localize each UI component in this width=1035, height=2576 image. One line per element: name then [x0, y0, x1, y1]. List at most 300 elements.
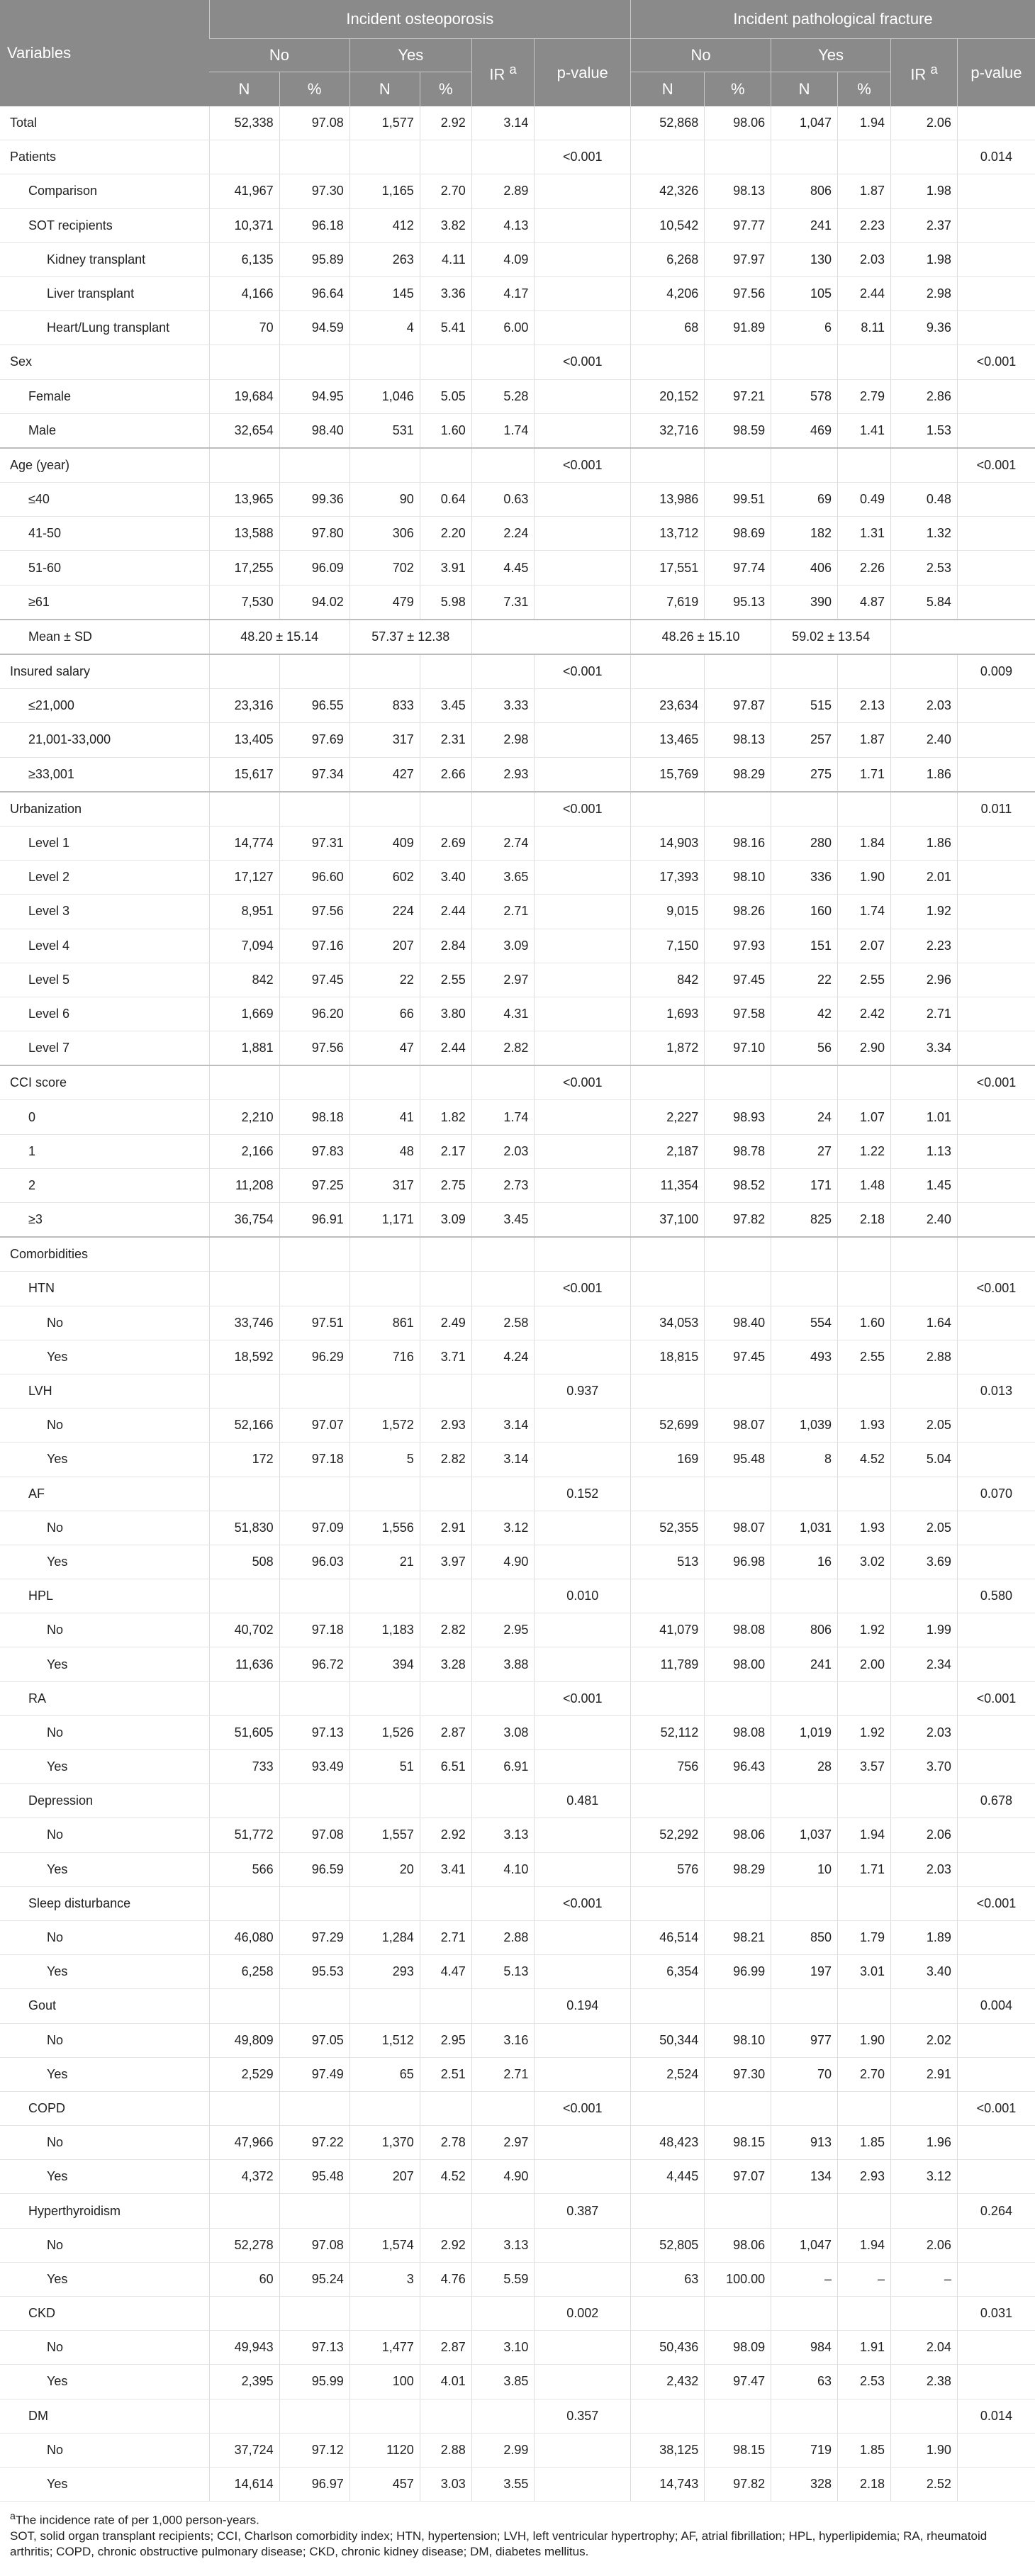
frac-ir-cell: 1.45 [891, 1168, 958, 1202]
table-row [0, 1955, 1035, 1989]
frac-yes-pct-cell: 2.26 [837, 551, 890, 585]
osteo-yes-pct-cell: 2.75 [420, 1168, 471, 1202]
table-row [0, 1031, 1035, 1066]
blank-cell [891, 620, 1035, 654]
frac-yes-header: Yes [771, 39, 891, 72]
frac-no-n-cell: 17,551 [631, 551, 705, 585]
frac-no-n-cell: 41,079 [631, 1613, 705, 1647]
osteo-no-n-cell: 52,278 [209, 2228, 279, 2262]
osteo-ir-cell [471, 1477, 535, 1511]
osteo-no-pct-cell [279, 1065, 349, 1100]
frac-pvalue-header: p-value [957, 39, 1035, 107]
osteo-ir-cell: 2.93 [471, 757, 535, 792]
osteo-pvalue-cell [535, 2365, 631, 2399]
osteo-yes-pct-cell: 6.51 [420, 1750, 471, 1784]
table-row [0, 1340, 1035, 1374]
frac-yes-n-cell: 1,031 [771, 1511, 838, 1545]
osteo-yes-n-cell: 833 [349, 689, 420, 723]
frac-no-pct-cell [705, 1681, 771, 1715]
variables-header: Variables [0, 0, 209, 106]
osteo-no-pct-cell: 97.07 [279, 1409, 349, 1443]
osteo-ir-cell: 4.09 [471, 242, 535, 276]
frac-yes-n-cell [771, 1989, 838, 2023]
footnote-incidence-rate: $^a$The incidence rate of per 1,000 person-years. [10, 2511, 259, 2527]
osteo-no-pct-cell: 96.29 [279, 1340, 349, 1374]
osteo-no-n-cell: 4,372 [209, 2160, 279, 2194]
frac-yes-n-cell [771, 345, 838, 379]
osteo-ir-cell: 3.65 [471, 861, 535, 895]
frac-no-n-cell: 4,445 [631, 2160, 705, 2194]
frac-yes-n-cell [771, 1579, 838, 1613]
frac-no-pct-cell: 98.06 [705, 1818, 771, 1852]
table-row [0, 2194, 1035, 2228]
frac-ir-cell: 1.90 [891, 2433, 958, 2467]
osteo-no-pct-cell: 94.02 [279, 585, 349, 620]
osteo-pvalue-cell [535, 242, 631, 276]
frac-no-n-cell [631, 1579, 705, 1613]
osteo-no-pct-cell [279, 448, 349, 483]
table-row [0, 2467, 1035, 2501]
frac-ir-cell: 3.34 [891, 1031, 958, 1066]
osteo-yes-n-cell [349, 2297, 420, 2331]
frac-yes-n-cell [771, 2399, 838, 2433]
osteo-no-pct-cell [279, 1886, 349, 1920]
osteo-ir-cell: 2.71 [471, 895, 535, 929]
frac-ir-cell: 2.37 [891, 208, 958, 242]
osteo-pvalue-cell [535, 1237, 631, 1272]
frac-yes-pct-cell [837, 1272, 890, 1306]
osteo-no-n-cell: 842 [209, 963, 279, 997]
frac-ir-cell: 2.88 [891, 1340, 958, 1374]
osteo-yes-n-cell: 48 [349, 1134, 420, 1168]
frac-yes-n-cell [771, 1784, 838, 1818]
osteo-no-pct-cell: 96.59 [279, 1852, 349, 1886]
osteo-ir-cell: 4.24 [471, 1340, 535, 1374]
frac-yes-pct-cell: 1.71 [837, 757, 890, 792]
row-label: Kidney transplant [0, 242, 209, 276]
osteo-yes-pct-cell: 3.03 [420, 2467, 471, 2501]
frac-yes-n-cell [771, 2091, 838, 2125]
row-label: No [0, 2023, 209, 2057]
frac-no-pct-cell: 98.06 [705, 2228, 771, 2262]
osteo-pvalue-cell: <0.001 [535, 792, 631, 827]
osteo-ir-cell: 3.85 [471, 2365, 535, 2399]
frac-yes-pct-cell: 2.00 [837, 1647, 890, 1681]
frac-pvalue-cell: <0.001 [957, 1681, 1035, 1715]
osteo-yes-pct-cell: 2.44 [420, 1031, 471, 1066]
row-label: Level 4 [0, 929, 209, 963]
osteo-pvalue-cell [535, 2228, 631, 2262]
table-row [0, 929, 1035, 963]
row-label: Age (year) [0, 448, 209, 483]
frac-pvalue-cell [957, 2331, 1035, 2365]
osteo-yes-pct-cell: 2.31 [420, 723, 471, 757]
frac-pvalue-cell [957, 551, 1035, 585]
frac-no-n-cell: 6,268 [631, 242, 705, 276]
osteo-no-n-cell: 33,746 [209, 1306, 279, 1340]
osteo-no-n-cell [209, 2399, 279, 2433]
osteo-yes-pct-cell: 2.70 [420, 174, 471, 208]
table-row [0, 2331, 1035, 2365]
osteo-pvalue-cell [535, 1920, 631, 1954]
osteo-yes-n-cell: 1,284 [349, 1920, 420, 1954]
frac-no-n-cell: 46,514 [631, 1920, 705, 1954]
osteo-yes-pct-cell: 2.78 [420, 2126, 471, 2160]
frac-yes-pct-cell: 3.01 [837, 1955, 890, 1989]
frac-no-pct-cell [705, 792, 771, 827]
osteo-no-pct-cell [279, 654, 349, 689]
osteo-ir-cell: 4.90 [471, 1545, 535, 1579]
frac-no-pct-cell [705, 1065, 771, 1100]
osteo-ir-cell [471, 140, 535, 174]
osteo-yes-pct-cell: 2.92 [420, 1818, 471, 1852]
osteo-ir-cell: 3.45 [471, 1203, 535, 1238]
osteo-yes-pct-cell: 3.09 [420, 1203, 471, 1238]
frac-pvalue-cell [957, 2433, 1035, 2467]
osteo-yes-n-cell: 207 [349, 2160, 420, 2194]
osteo-yes-pct-cell [420, 1579, 471, 1613]
osteo-no-pct-cell: 97.29 [279, 1920, 349, 1954]
frac-pvalue-cell [957, 2160, 1035, 2194]
frac-ir-cell [891, 2297, 958, 2331]
osteo-ir-cell: 2.97 [471, 963, 535, 997]
frac-no-pct-cell [705, 140, 771, 174]
fracture-group-header: Incident pathological fracture [631, 0, 1035, 39]
frac-yes-pct-cell: 0.49 [837, 483, 890, 517]
osteo-no-n-cell: 11,208 [209, 1168, 279, 1202]
osteo-no-pct-cell: 97.49 [279, 2057, 349, 2091]
frac-yes-n-cell: 257 [771, 723, 838, 757]
frac-yes-pct-cell: 2.79 [837, 379, 890, 413]
frac-pvalue-cell: 0.264 [957, 2194, 1035, 2228]
table-row [0, 1100, 1035, 1134]
frac-yes-n-cell: 825 [771, 1203, 838, 1238]
osteo-yes-pct-cell: 2.92 [420, 106, 471, 140]
frac-yes-pct-cell: 1.71 [837, 1852, 890, 1886]
frac-no-pct-cell: 98.69 [705, 517, 771, 551]
frac-ir-cell: 3.69 [891, 1545, 958, 1579]
frac-yes-pct-cell [837, 1784, 890, 1818]
frac-yes-n-cell [771, 2297, 838, 2331]
frac-no-pct-cell: 97.47 [705, 2365, 771, 2399]
frac-pvalue-cell [957, 2467, 1035, 2501]
osteo-pvalue-cell [535, 2467, 631, 2501]
frac-yes-pct-cell [837, 2091, 890, 2125]
row-label: COPD [0, 2091, 209, 2125]
osteo-yes-pct-cell: 3.82 [420, 208, 471, 242]
frac-pvalue-cell [957, 1203, 1035, 1238]
osteo-no-pct-header: % [279, 72, 349, 107]
osteo-no-pct-cell: 97.56 [279, 895, 349, 929]
frac-ir-cell: 9.36 [891, 311, 958, 345]
frac-ir-header: IR $^a$ [891, 39, 958, 107]
osteo-pvalue-cell [535, 1409, 631, 1443]
frac-yes-pct-cell: 1.94 [837, 1818, 890, 1852]
table-row [0, 1065, 1035, 1100]
table-row [0, 723, 1035, 757]
osteo-yes-pct-cell [420, 654, 471, 689]
frac-no-n-cell: 13,986 [631, 483, 705, 517]
frac-no-pct-cell: 97.45 [705, 1340, 771, 1374]
osteo-pvalue-cell: 0.194 [535, 1989, 631, 2023]
frac-pvalue-cell [957, 413, 1035, 448]
osteo-no-n-cell: 51,605 [209, 1715, 279, 1749]
row-label: Level 7 [0, 1031, 209, 1066]
frac-no-pct-cell [705, 2091, 771, 2125]
osteo-pvalue-cell [535, 689, 631, 723]
frac-no-n-cell: 842 [631, 963, 705, 997]
frac-yes-pct-cell [837, 140, 890, 174]
osteo-yes-n-cell [349, 1681, 420, 1715]
frac-no-n-cell: 2,524 [631, 2057, 705, 2091]
osteo-ir-cell: 2.73 [471, 1168, 535, 1202]
frac-ir-cell: 2.06 [891, 1818, 958, 1852]
frac-pvalue-cell: 0.013 [957, 1374, 1035, 1408]
frac-yes-pct-cell: 4.52 [837, 1443, 890, 1477]
osteo-yes-pct-cell [420, 345, 471, 379]
frac-no-pct-cell [705, 654, 771, 689]
osteo-no-pct-cell: 97.08 [279, 2228, 349, 2262]
frac-yes-n-cell: 130 [771, 242, 838, 276]
frac-ir-cell: 3.70 [891, 1750, 958, 1784]
frac-pvalue-cell [957, 379, 1035, 413]
osteo-no-n-cell [209, 1477, 279, 1511]
osteo-pvalue-cell [535, 1955, 631, 1989]
osteo-yes-pct-cell: 2.66 [420, 757, 471, 792]
blank-cell [471, 620, 630, 654]
frac-no-pct-cell: 91.89 [705, 311, 771, 345]
osteo-ir-cell: 2.89 [471, 174, 535, 208]
frac-no-n-cell [631, 1374, 705, 1408]
osteo-ir-cell: 3.14 [471, 106, 535, 140]
table-row [0, 963, 1035, 997]
frac-ir-cell: 1.32 [891, 517, 958, 551]
osteo-pvalue-cell [535, 723, 631, 757]
table-row [0, 2126, 1035, 2160]
frac-no-n-cell: 13,712 [631, 517, 705, 551]
row-label: No [0, 2126, 209, 2160]
osteo-no-n-cell: 8,951 [209, 895, 279, 929]
osteo-pvalue-cell: <0.001 [535, 2091, 631, 2125]
frac-yes-n-cell: 1,039 [771, 1409, 838, 1443]
row-label: Yes [0, 2467, 209, 2501]
row-label: 1 [0, 1134, 209, 1168]
frac-no-n-cell: 10,542 [631, 208, 705, 242]
frac-pvalue-cell [957, 1443, 1035, 1477]
frac-no-pct-cell: 98.78 [705, 1134, 771, 1168]
frac-no-n-cell: 756 [631, 1750, 705, 1784]
osteo-yes-n-cell [349, 1374, 420, 1408]
osteo-no-n-cell: 2,395 [209, 2365, 279, 2399]
osteo-no-pct-cell [279, 2091, 349, 2125]
osteo-yes-n-cell [349, 1065, 420, 1100]
frac-pvalue-cell [957, 1340, 1035, 1374]
frac-yes-pct-cell [837, 1477, 890, 1511]
frac-yes-pct-cell [837, 2399, 890, 2433]
frac-pvalue-cell [957, 1134, 1035, 1168]
osteo-yes-pct-cell: 3.36 [420, 276, 471, 310]
row-label: Level 6 [0, 997, 209, 1031]
osteo-no-pct-cell [279, 345, 349, 379]
osteo-no-pct-cell [279, 1579, 349, 1613]
frac-no-header: No [631, 39, 771, 72]
frac-no-pct-cell [705, 1579, 771, 1613]
row-label: Sleep disturbance [0, 1886, 209, 1920]
frac-no-pct-cell: 97.93 [705, 929, 771, 963]
osteo-pvalue-cell [535, 311, 631, 345]
row-label: SOT recipients [0, 208, 209, 242]
osteo-yes-pct-cell: 4.52 [420, 2160, 471, 2194]
row-label: No [0, 2331, 209, 2365]
table-row [0, 1784, 1035, 1818]
osteo-ir-cell: 2.97 [471, 2126, 535, 2160]
osteo-no-pct-cell: 97.34 [279, 757, 349, 792]
osteo-no-n-cell: 15,617 [209, 757, 279, 792]
frac-ir-cell [891, 2399, 958, 2433]
frac-no-n-cell [631, 1237, 705, 1272]
osteo-yes-n-cell: 1,171 [349, 1203, 420, 1238]
frac-no-pct-cell: 98.10 [705, 861, 771, 895]
osteo-yes-n-cell [349, 1886, 420, 1920]
frac-yes-pct-cell [837, 654, 890, 689]
frac-no-n-cell: 2,432 [631, 2365, 705, 2399]
frac-no-pct-cell [705, 1477, 771, 1511]
frac-yes-pct-cell [837, 1579, 890, 1613]
footnote-abbreviations: SOT, solid organ transplant recipients; CCI, Charlson comorbidity index; HTN, hypertension; LVH, left ventricular hypertrophy; AF, atrial fibrillation; HPL, hyperlipidemia; RA, rheumatoid arthritis; COPD, chronic obstructive pulmonary disease; CKD, chronic kidney disease; DM, diabetes mellitus. [10, 2529, 988, 2558]
frac-yes-n-cell: 469 [771, 413, 838, 448]
osteo-no-pct-cell: 94.59 [279, 311, 349, 345]
osteo-yes-pct-cell: 3.97 [420, 1545, 471, 1579]
osteo-yes-pct-cell: 2.95 [420, 2023, 471, 2057]
frac-ir-cell [891, 2194, 958, 2228]
osteo-ir-cell: 6.00 [471, 311, 535, 345]
osteo-no-pct-cell: 97.16 [279, 929, 349, 963]
frac-ir-cell: 2.91 [891, 2057, 958, 2091]
osteo-yes-n-cell: 1,370 [349, 2126, 420, 2160]
frac-ir-cell: 2.04 [891, 2331, 958, 2365]
osteo-yes-n-cell: 1,557 [349, 1818, 420, 1852]
osteo-yes-n-cell: 1,556 [349, 1511, 420, 1545]
frac-yes-n-cell [771, 140, 838, 174]
frac-yes-n-cell: 913 [771, 2126, 838, 2160]
frac-no-pct-cell [705, 2399, 771, 2433]
osteo-pvalue-cell: <0.001 [535, 345, 631, 379]
frac-yes-n-cell: 241 [771, 208, 838, 242]
osteo-no-pct-cell: 97.30 [279, 174, 349, 208]
table-row [0, 689, 1035, 723]
table-row [0, 1477, 1035, 1511]
row-label: Yes [0, 1340, 209, 1374]
frac-no-n-cell: 17,393 [631, 861, 705, 895]
frac-no-n-cell: 11,789 [631, 1647, 705, 1681]
table-row [0, 140, 1035, 174]
frac-yes-n-cell [771, 1681, 838, 1715]
frac-pvalue-cell [957, 861, 1035, 895]
frac-no-pct-cell [705, 2194, 771, 2228]
frac-yes-n-cell [771, 448, 838, 483]
row-label: Yes [0, 1647, 209, 1681]
osteo-pvalue-cell [535, 1613, 631, 1647]
osteo-yes-pct-cell [420, 1477, 471, 1511]
osteo-ir-cell: 5.28 [471, 379, 535, 413]
frac-no-pct-cell: 97.77 [705, 208, 771, 242]
frac-yes-n-cell: 1,019 [771, 1715, 838, 1749]
osteo-no-pct-cell: 97.18 [279, 1613, 349, 1647]
frac-ir-cell: 2.52 [891, 2467, 958, 2501]
frac-ir-cell: – [891, 2262, 958, 2296]
frac-yes-pct-cell: 1.92 [837, 1715, 890, 1749]
table-row [0, 242, 1035, 276]
osteo-ir-cell [471, 792, 535, 827]
frac-no-n-cell: 7,619 [631, 585, 705, 620]
osteo-pvalue-cell [535, 1340, 631, 1374]
osteo-pvalue-cell [535, 379, 631, 413]
frac-pvalue-cell [957, 2057, 1035, 2091]
osteo-no-mean-sd: 48.20 ± 15.14 [209, 620, 349, 654]
frac-no-n-cell: 38,125 [631, 2433, 705, 2467]
frac-no-pct-cell [705, 1784, 771, 1818]
osteo-no-n-cell [209, 792, 279, 827]
frac-yes-pct-cell: 2.55 [837, 1340, 890, 1374]
frac-yes-pct-cell: 1.91 [837, 2331, 890, 2365]
osteo-pvalue-cell: <0.001 [535, 1272, 631, 1306]
table-row [0, 174, 1035, 208]
frac-yes-pct-cell: 2.44 [837, 276, 890, 310]
row-label: Level 2 [0, 861, 209, 895]
osteo-pvalue-cell: <0.001 [535, 1065, 631, 1100]
row-label: Depression [0, 1784, 209, 1818]
osteo-no-n-cell: 1,881 [209, 1031, 279, 1066]
osteo-pvalue-cell [535, 1100, 631, 1134]
osteo-no-n-cell: 40,702 [209, 1613, 279, 1647]
osteo-no-pct-cell: 95.48 [279, 2160, 349, 2194]
frac-ir-cell: 1.92 [891, 895, 958, 929]
osteo-yes-pct-cell: 4.76 [420, 2262, 471, 2296]
osteo-no-pct-cell [279, 2297, 349, 2331]
frac-ir-cell: 1.01 [891, 1100, 958, 1134]
osteo-pvalue-cell: 0.152 [535, 1477, 631, 1511]
table-row [0, 620, 1035, 654]
frac-yes-n-cell: 1,037 [771, 1818, 838, 1852]
frac-yes-n-cell: 275 [771, 757, 838, 792]
osteo-yes-n-cell: 293 [349, 1955, 420, 1989]
osteo-no-pct-cell: 96.09 [279, 551, 349, 585]
osteo-yes-pct-cell [420, 2399, 471, 2433]
table-row [0, 585, 1035, 620]
frac-yes-n-cell: 515 [771, 689, 838, 723]
osteo-yes-pct-cell [420, 1065, 471, 1100]
frac-yes-pct-cell: 1.48 [837, 1168, 890, 1202]
osteo-no-n-cell: 566 [209, 1852, 279, 1886]
osteo-pvalue-cell [535, 1306, 631, 1340]
frac-no-n-cell: 42,326 [631, 174, 705, 208]
row-label: Comorbidities [0, 1237, 209, 1272]
frac-no-pct-cell: 95.13 [705, 585, 771, 620]
frac-ir-cell [891, 1784, 958, 1818]
osteo-no-n-cell: 4,166 [209, 276, 279, 310]
frac-no-pct-cell: 97.56 [705, 276, 771, 310]
frac-yes-n-cell: – [771, 2262, 838, 2296]
osteo-yes-pct-cell: 3.80 [420, 997, 471, 1031]
osteo-yes-pct-cell: 2.93 [420, 1409, 471, 1443]
frac-ir-cell [891, 1477, 958, 1511]
frac-no-n-cell [631, 2297, 705, 2331]
osteo-no-n-cell [209, 2194, 279, 2228]
osteo-no-n-cell: 14,774 [209, 826, 279, 860]
osteo-yes-n-cell: 90 [349, 483, 420, 517]
osteo-yes-n-cell: 1,512 [349, 2023, 420, 2057]
frac-pvalue-cell [957, 1818, 1035, 1852]
